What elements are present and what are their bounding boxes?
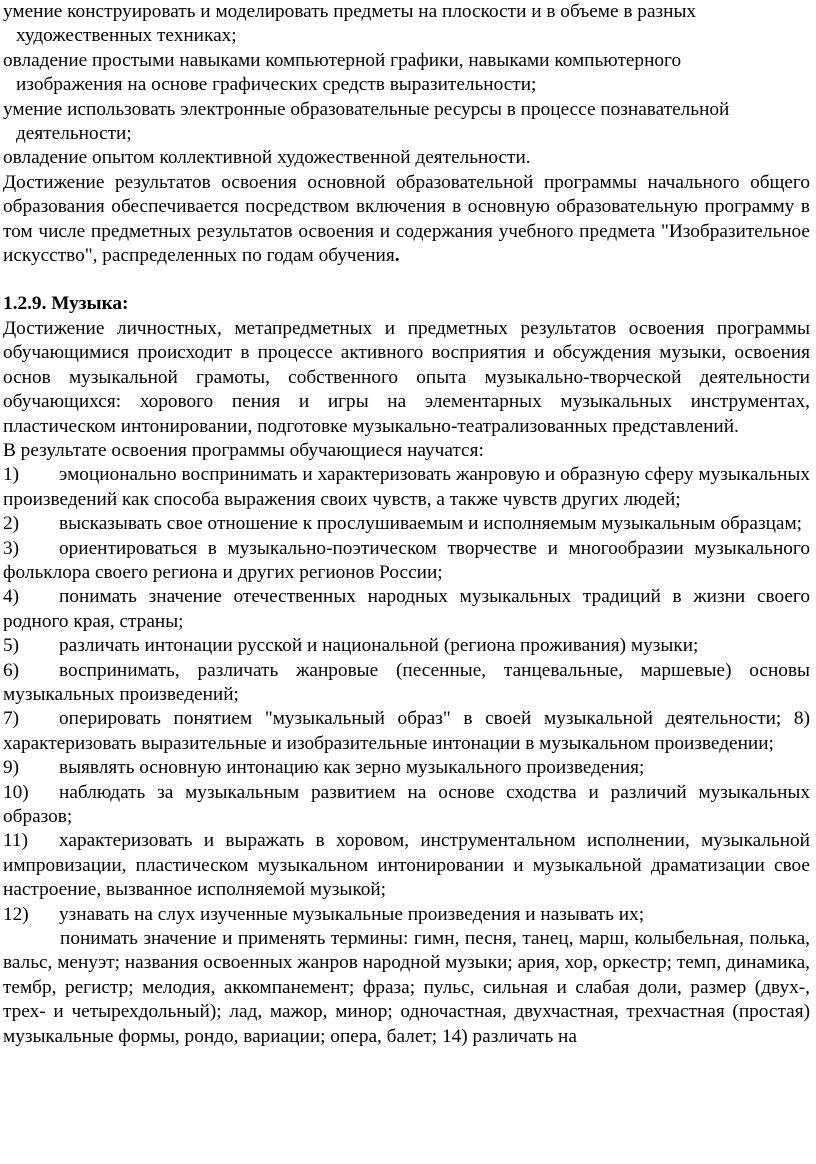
item-number: 5) [3, 635, 20, 657]
item-number: 2) [3, 513, 20, 535]
item-text: эмоционально воспринимать и характеризовать жанровую и образную сферу музыкальных произведений как способа выражения своих чувств, а также чувств других людей; [3, 464, 810, 510]
item-number: 9) [3, 757, 20, 779]
item-text: оперировать понятием "музыкальный образ" в своей музыкальной деятельности; 8) характеризовать выразительные и изобразительные интонации в музыкальном произведении; [3, 708, 810, 754]
list-item [3, 707, 810, 756]
section-heading: 1.2.9. Музыка: [3, 293, 129, 315]
list-item [3, 829, 810, 902]
achievement-text: Достижение результатов освоения основной образовательной программы начального общего образования обеспечивается посредством включения в основную образовательную программу в том числе предметных результатов освоения и содержания учебного предмета "Изобразительное искусство", распределенных по годам обучения [3, 171, 810, 267]
bullet-continuation: художественных техниках; [16, 25, 237, 47]
list-item [3, 659, 810, 708]
bullet-item [3, 0, 810, 49]
bullet-item [3, 146, 810, 170]
item-text: различать интонации русской и национальной (региона проживания) музыки; [59, 635, 699, 657]
item-text: узнавать на слух изученные музыкальные произведения и называть их; [59, 903, 645, 925]
bullet-item [3, 49, 810, 98]
item-number: 10) [3, 781, 29, 803]
item-number: 3) [3, 537, 20, 559]
achievement-end: . [394, 245, 400, 267]
bullet-continuation: изображения на основе графических средств выразительности; [16, 74, 537, 96]
item-number: 7) [3, 708, 20, 730]
item-text: воспринимать, различать жанровые (песенные, танцевальные, маршевые) основы музыкальных произведений; [3, 659, 810, 705]
list-item [3, 585, 810, 634]
item-number: 1) [3, 464, 20, 486]
list-item [3, 463, 810, 512]
intro-paragraph: Достижение личностных, метапредметных и предметных результатов освоения программы обучающимися происходит в процессе активного восприятия и обсуждения музыки, освоения основ музыкальной грамоты, собственного опыта музыкально-творческой деятельности обучающихся: хорового пения и игры на элементарных музыкальных инструментах, пластическом интонировании, подготовке музыкально-театрализованных представлений. [3, 317, 810, 437]
item-text: наблюдать за музыкальным развитием на основе сходства и различий музыкальных образов; [3, 781, 810, 827]
list-item [3, 634, 810, 658]
list-item [3, 781, 810, 830]
bullet-first-line: умение конструировать и моделировать предметы на плоскости и в объеме в разных [3, 1, 697, 22]
item-text: высказывать свое отношение к прослушиваемым и исполняемым музыкальным образцам; [59, 513, 803, 535]
achievement-paragraph [3, 171, 810, 269]
item-text: ориентироваться в музыкально-поэтическом творчестве и многообразии музыкального фольклора своего региона и других регионов России; [3, 537, 810, 583]
bullet-first-line: овладение простыми навыками компьютерной графики, навыками компьютерного [3, 49, 682, 71]
item-text: понимать значение отечественных народных музыкальных традиций в жизни своего родного края, страны; [3, 586, 810, 632]
bullet-first-line: овладение опытом коллективной художественной деятельности. [3, 147, 531, 169]
item-text: выявлять основную интонацию как зерно музыкального произведения; [59, 757, 645, 779]
item-number: 4) [3, 586, 20, 608]
item-text: характеризовать и выражать в хоровом, инструментальном исполнении, музыкальной импровизации, пластическом музыкальном интонировании и музыкальной драматизации свое настроение, вызванное исполняемой музыкой; [3, 830, 810, 901]
final-paragraph: понимать значение и применять термины: гимн, песня, танец, марш, колыбельная, полька, вальс, менуэт; названия освоенных жанров народной музыки; ария, хор, оркестр; темп, динамика, тембр, регистр; мелодия, аккомпанемент; фраза; пульс, сильная и слабая доли, размер (двух-, трех- и четырехдольный); лад, мажор, минор; одночастная, двухчастная, трехчастная (простая) музыкальные формы, рондо, вариации; опера, балет; 14) различать на [3, 928, 810, 1047]
item-number: 6) [3, 659, 20, 681]
list-item [3, 512, 810, 536]
bullet-item [3, 98, 810, 147]
result-intro: В результате освоения программы обучающиеся научатся: [3, 439, 484, 461]
item-number: 11) [3, 830, 28, 852]
list-item [3, 903, 810, 927]
bullet-first-line: умение использовать электронные образовательные ресурсы в процессе познавательной [3, 98, 730, 120]
bullet-continuation: деятельности; [16, 123, 132, 145]
item-number: 12) [3, 903, 29, 925]
outcomes-list [3, 463, 810, 927]
list-item [3, 756, 810, 780]
list-item [3, 537, 810, 586]
